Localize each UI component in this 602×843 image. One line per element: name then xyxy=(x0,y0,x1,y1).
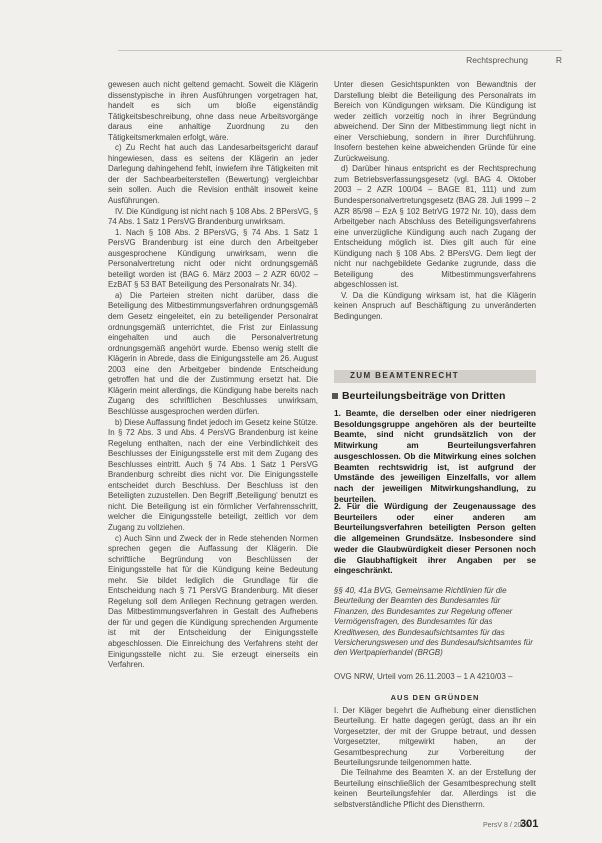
paragraph: IV. Die Kündigung ist nicht nach § 108 Abs. 2 BPersVG, § 74 Abs. 1 Satz 1 PersVG Brandenburg unwirksam. xyxy=(108,206,318,227)
issue-label: PersV 8 / 2005 xyxy=(483,822,530,829)
section-mark: R xyxy=(555,55,562,65)
reasons-text xyxy=(334,706,536,810)
paragraph: d) Darüber hinaus entspricht es der Rechtsprechung zum Betriebsverfassungsgesetz (vgl. BAG 4. Oktober 2003 – 2 AZR 100/04 – BAGE 81, 111) und zum Bundespersonalvertretungsgesetz (BAG 28. Juli 1999 – 2 AZR 85/98 – EzA § 102 BetrVG 1972 Nr. 10), dass dem Arbeitgeber nach Abschluss des Beteiligungsverfahrens eine unverzügliche Kündigung auch nach Zugang der Entscheidung möglich ist. Dies gilt auch für eine Kündigung nach § 108 Abs. 2 BPersVG. Dem liegt der nicht nur nachgebildete Gedanke zugrunde, dass die Beteiligung des Mitbestimmungsverfahrens abgeschlossen ist. xyxy=(334,164,536,290)
running-title: Rechtsprechung xyxy=(466,55,528,65)
paragraph: I. Der Kläger begehrt die Aufhebung einer dienstlichen Beurteilung. Er hatte dagegen gerügt, dass an ihr ein Vorgesetzter, der mit der Gruppe betraut, und dessen Vorgesetzter, mitgewirkt haben, an der Gesamtbesprechung zur Vorbereitung der Beurteilungsrunde teilgenommen hatte. xyxy=(334,706,536,768)
reasons-heading: AUS DEN GRÜNDEN xyxy=(390,693,480,702)
left-column xyxy=(108,80,318,671)
leitsatz-2: 2. Für die Würdigung der Zeugenaussage des Beurteilers oder einer anderen am Beurteilungsverfahren beteiligten Person gelten die allgemeinen Grundsätze. Insbesondere sind weder die Glaubwürdigkeit dieser Personen noch die Glaubhaftigkeit ihrer Angaben per se eingeschränkt. xyxy=(334,501,536,576)
headline-text: Beurteilungsbeiträge von Dritten xyxy=(342,390,506,402)
page-number: 301 xyxy=(520,818,539,830)
paragraph: gewesen auch nicht geltend gemacht. Soweit die Klägerin dissenstypische in ihren Ausführungen vorgetragen hat, handelt es sich um bloße eigenständig Tätigkeitsbeschreibung, ohne dass neue Arbeitsvorgänge daraus eine anhaltige Zuordnung zu den Tätigkeitsmerkmalen erfolgt, wäre. xyxy=(108,80,318,142)
paragraph: Die Teilnahme des Beamten X. an der Erstellung der Beurteilung einschließlich der Gesamtbesprechung stellt keinen Beurteilungsfehler dar. Allerdings ist die selbstverständliche Pflicht des Dienstherrn. xyxy=(334,768,536,809)
court-citation: OVG NRW, Urteil vom 26.11.2003 – 1 A 4210/03 – xyxy=(334,672,513,681)
section-title: ZUM BEAMTENRECHT xyxy=(350,371,460,380)
norm-references: §§ 40, 41a BVG, Gemeinsame Richtlinien für die Beurteilung der Beamten des Bundesamtes für Finanzen, des Bundesamtes zur Regelung offener Vermögensfragen, des Bundesamtes für das Kreditwesen, des Bundesaufsichtsamtes für das Versicherungswesen und des Bundesaufsichtsamtes für den Wertpapierhandel (BRGB) xyxy=(334,586,533,658)
right-column xyxy=(334,80,536,323)
paragraph: a) Die Parteien streiten nicht darüber, dass die Beteiligung des Mitbestimmungsverfahren ordnungsgemäß dem Gesetz eingeleitet, ein zu beteiligender Personalrat ordnungsgemäß unterrichtet, die Frist zur Einlassung eingehalten und auch die Personalvertretung ordnungsgemäß angehört wurde. Ebenso wenig stellt die Klägerin in Abrede, dass die Einigungsstelle am 26. August 2003 eine den Arbeitgeber bindende Entscheidung getroffen hat und die der Zustimmung ersetzt hat. Die Klägerin meint allerdings, die Kündigung habe bereits nach Zugang des schriftlichen Beschlusses unwirksam, Beschlüsse ausgesprochen werden dürfen. xyxy=(108,290,318,416)
leitsatz-1: 1. Beamte, die derselben oder einer niedrigeren Besoldungsgruppe angehören als der beurteilte Beamte, sind nicht grundsätzlich von der Mitwirkung am Beurteilungsverfahren ausgeschlossen. Ob die Mitwirkung eines solchen Beamten rechtswidrig ist, ist aufgrund der Umstände des jeweiligen Einzelfalls, vor allem nach der jeweiligen Mitwirkungshandlung, zu beurteilen. xyxy=(334,408,536,504)
paragraph: c) Auch Sinn und Zweck der in Rede stehenden Normen sprechen gegen die Auffassung der Klägerin. Die schriftliche Begründung von Beschlüssen der Einigungsstelle hat für die Kündigung keine Bedeutung mehr. Sie bildet lediglich die Grundlage für die Entscheidung nach § 71 PersVG Brandenburg. Mit dieser Regelung soll dem Anliegen Rechnung getragen werden. Das Mitbestimmungsverfahren in Gestalt des Aufhebens der für und gegen die Kündigung sprechenden Argumente ist mit der Entscheidung der Einigungsstelle abgeschlossen. Die Einreichung des Verfahrens steht der Einigungsstelle nicht zu. Sie erzeugt einerseits ein Verfahren. xyxy=(108,533,318,670)
paragraph: Unter diesen Gesichtspunkten von Bewandtnis der Darstellung bleibt die Beteiligung des Personalrats im Bereich von Kündigungen wirksam. Die Kündigung ist weder zeitlich vorzeitig noch in ihrer Begründung abweichend. Der Sinn der Mitbestimmung liegt nicht in einer Verschiebung, sondern in ihrer Durchführung. Insofern bestehen keine abweichenden Gründe für eine Zurückweisung. xyxy=(334,80,536,163)
article-headline xyxy=(332,390,542,402)
paragraph: b) Diese Auffassung findet jedoch im Gesetz keine Stütze. In § 72 Abs. 3 und Abs. 4 PersVG Brandenburg ist keine Regelung enthalten, nach der eine Verbindlichkeit des Beschlusses der Einigungsstelle erst mit dem Zugang des Beschlusses eintritt. Auch § 74 Abs. 1 Satz 1 PersVG Brandenburg schreibt dies nicht vor. Die Einigungsstelle entscheidet durch Beschluss. Der Beschluss ist den Beteiligten zuzustellen. Den Begriff ‚Beteiligung‘ benutzt es nicht. Die Beteiligung ist ein förmlicher Verfahrensschritt, welcher die Einigungsstelle beteiligt, zeitlich vor dem Zugang zu vollziehen. xyxy=(108,417,318,532)
paragraph: 1. Nach § 108 Abs. 2 BPersVG, § 74 Abs. 1 Satz 1 PersVG Brandenburg ist eine durch den Arbeitgeber ausgesprochene Kündigung unwirksam, wenn die Personalvertretung nicht oder nicht ordnungsgemäß beteiligt worden ist (BAG 6. März 2003 – 2 AZR 60/02 – EzBAT § 53 BAT Beteiligung des Personalrats Nr. 34). xyxy=(108,227,318,290)
paragraph: V. Da die Kündigung wirksam ist, hat die Klägerin keinen Anspruch auf Beschäftigung zu unveränderten Bedingungen. xyxy=(334,290,536,322)
square-bullet-icon xyxy=(332,393,338,399)
paragraph: c) Zu Recht hat auch das Landesarbeitsgericht darauf hingewiesen, dass es seitens der Klägerin an jeder Darlegung dahingehend fehlt, inwiefern ihre Tätigkeiten mit der der Sachbearbeiterstellen (Bewertung) vergleichbar sein sollen. Auch die Revision enthält insoweit keine Ausführungen. xyxy=(108,143,318,206)
